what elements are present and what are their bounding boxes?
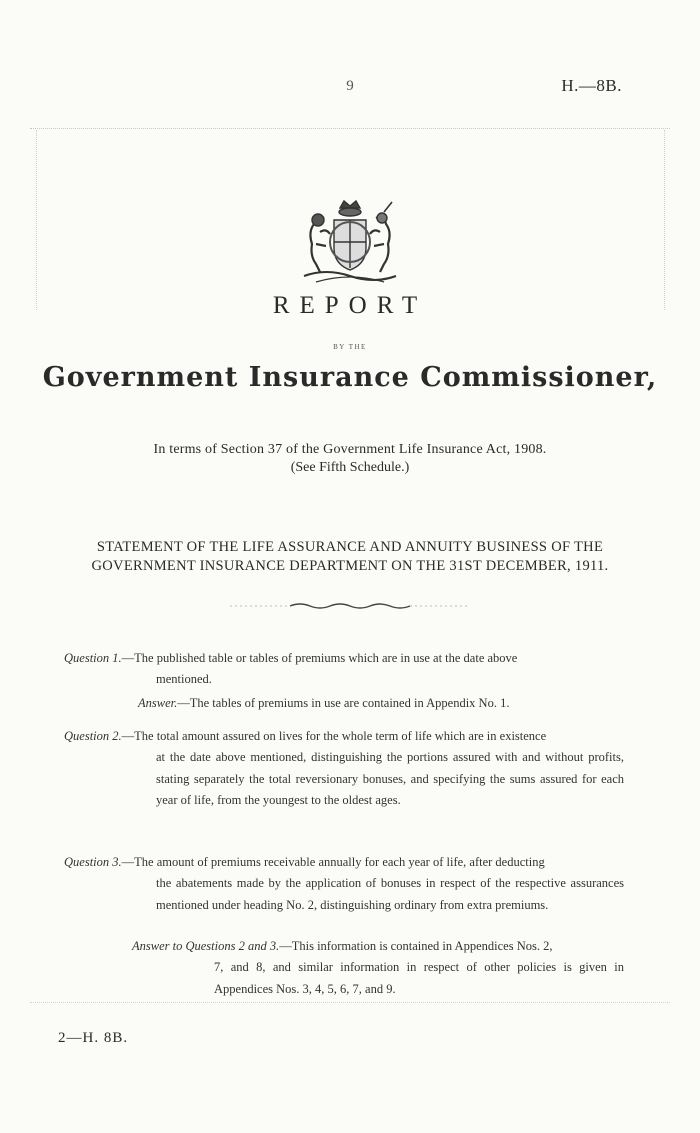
page-number: 9 xyxy=(346,78,354,94)
authority-line: In terms of Section 37 of the Government Life Insurance Act, 1908. xyxy=(153,442,547,457)
question-3 xyxy=(64,852,624,874)
statement-heading: STATEMENT OF THE LIFE ASSURANCE AND ANNUITY BUSINESS OF THE GOVERNMENT INSURANCE DEPARTMENT ON THE 31ST DECEMBER, 1911. xyxy=(91,539,609,574)
answer-1-label: Answer. xyxy=(138,696,178,710)
question-2-text: —The total amount assured on lives for the whole term of life which are in existence xyxy=(121,729,547,743)
schedule-reference: (See Fifth Schedule.) xyxy=(290,460,410,475)
answer-1-text: —The tables of premiums in use are contained in Appendix No. 1. xyxy=(177,696,510,710)
report-title: REPORT xyxy=(272,292,428,319)
question-2-continuation: at the date above mentioned, distinguishing the portions assured with and without profits, stating separately the total reversionary bonuses, and specifying the sums assured for each year of life, from the youngest to the oldest ages. xyxy=(156,750,624,807)
ornamental-rule-icon xyxy=(230,600,470,612)
question-1-label: Question 1. xyxy=(64,651,122,665)
question-1-text: —The published table or tables of premiums which are in use at the date above xyxy=(121,651,518,665)
by-the-caption: BY THE xyxy=(333,343,367,351)
footer-code: 2—H. 8B. xyxy=(58,1030,129,1046)
answer-2-3 xyxy=(132,936,624,958)
document-code: H.—8B. xyxy=(561,76,622,95)
answer-2-3-label: Answer to Questions 2 and 3. xyxy=(132,939,280,953)
commissioner-title: Government Insurance Commissioner, xyxy=(42,362,658,393)
question-3-label: Question 3. xyxy=(64,855,122,869)
answer-1 xyxy=(138,693,624,715)
question-3-continuation: the abatements made by the application of bonuses in respect of the respective assurances mentioned under heading No. 2, distinguishing ordinary from extra premiums. xyxy=(156,876,624,912)
answer-2-3-text: —This information is contained in Appendices Nos. 2, xyxy=(279,939,553,953)
question-2 xyxy=(64,726,624,748)
question-1 xyxy=(64,648,624,670)
question-3-text: —The amount of premiums receivable annually for each year of life, after deducting xyxy=(121,855,545,869)
top-rule xyxy=(30,128,670,129)
royal-coat-of-arms-icon xyxy=(286,198,414,286)
question-1-continuation: mentioned. xyxy=(156,672,212,686)
question-2-label: Question 2. xyxy=(64,729,122,743)
left-margin-rule xyxy=(36,130,37,310)
answer-2-3-continuation: 7, and 8, and similar information in respect of other policies is given in Appendices Nos. 3, 4, 5, 6, 7, and 9. xyxy=(214,960,624,996)
bottom-rule xyxy=(30,1002,670,1003)
right-margin-rule xyxy=(664,130,665,310)
